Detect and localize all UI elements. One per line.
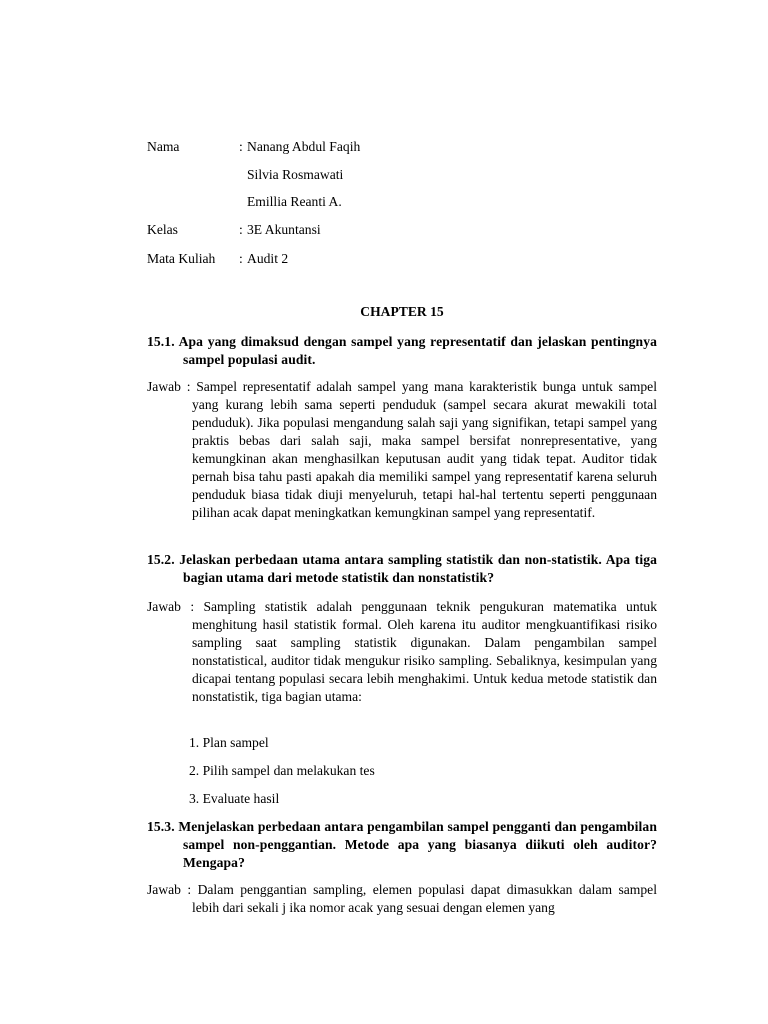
answer-block-15-2 bbox=[147, 598, 657, 706]
chapter-title: CHAPTER 15 bbox=[360, 304, 444, 319]
list-item: 3. Evaluate hasil bbox=[189, 791, 280, 806]
matkul-value: Audit 2 bbox=[247, 251, 289, 266]
nama-value-1: Nanang Abdul Faqih bbox=[247, 139, 361, 154]
nama-colon: : bbox=[239, 139, 243, 154]
matkul-colon: : bbox=[239, 251, 243, 266]
answer-block-15-3 bbox=[147, 881, 657, 917]
matkul-label: Mata Kuliah bbox=[147, 251, 216, 266]
list-item: 1. Plan sampel bbox=[189, 735, 269, 750]
nama-value-2: Silvia Rosmawati bbox=[247, 167, 344, 182]
question-15-1: 15.1. Apa yang dimaksud dengan sampel yang representatif dan jelaskan pentingnya sampel populasi audit. bbox=[147, 334, 657, 367]
question-15-3: 15.3. Menjelaskan perbedaan antara pengambilan sampel pengganti dan pengambilan sampel non-penggantian. Metode apa yang biasanya diikuti oleh auditor? Mengapa? bbox=[147, 819, 657, 870]
kelas-label: Kelas bbox=[147, 222, 178, 237]
question-block-15-1 bbox=[147, 333, 657, 369]
kelas-colon: : bbox=[239, 222, 243, 237]
question-block-15-3 bbox=[147, 818, 657, 872]
nama-value-3: Emillia Reanti A. bbox=[247, 194, 342, 209]
answer-15-2: Jawab : Sampling statistik adalah penggunaan teknik pengukuran matematika untuk menghitung hasil statistik formal. Oleh karena itu auditor mengkuantifikasi risiko sampling saat sampling statistik digunakan. Dalam pengambilan sampel nonstatistical, auditor tidak mengukur risiko sampling. Sebaliknya, kesimpulan yang dicapai tentang populasi secara lebih menghakimi. Untuk kedua metode statistik dan nonstatistik, tiga bagian utama: bbox=[147, 599, 657, 704]
answer-15-3: Jawab : Dalam penggantian sampling, elemen populasi dapat dimasukkan dalam sampel lebih dari sekali j ika nomor acak yang sesuai dengan elemen yang bbox=[147, 882, 657, 915]
nama-label: Nama bbox=[147, 139, 180, 154]
question-15-2: 15.2. Jelaskan perbedaan utama antara sampling statistik dan non-statistik. Apa tiga bagian utama dari metode statistik dan nonstatistik? bbox=[147, 552, 657, 585]
question-block-15-2 bbox=[147, 551, 657, 587]
answer-block-15-1 bbox=[147, 378, 657, 522]
answer-15-1: Jawab : Sampel representatif adalah sampel yang mana karakteristik bunga untuk sampel yang kurang lebih sama seperti penduduk (sampel secara akurat mewakili total penduduk). Jika populasi mengandung salah saji yang signifikan, tetapi sampel yang praktis bebas dari salah saji, maka sampel bersifat nonrepresentative, yang kemungkinan akan menghasilkan keputusan audit yang tidak tepat. Auditor tidak pernah bisa tahu pasti apakah dia memiliki sampel yang representatif karena seluruh penduduk biasa tidak diuji menyeluruh, tetapi hal-hal tertentu seperti penggunaan pilihan acak dapat meningkatkan kemungkinan sampel yang representatif. bbox=[147, 379, 657, 520]
list-item: 2. Pilih sampel dan melakukan tes bbox=[189, 763, 375, 778]
kelas-value: 3E Akuntansi bbox=[247, 222, 321, 237]
